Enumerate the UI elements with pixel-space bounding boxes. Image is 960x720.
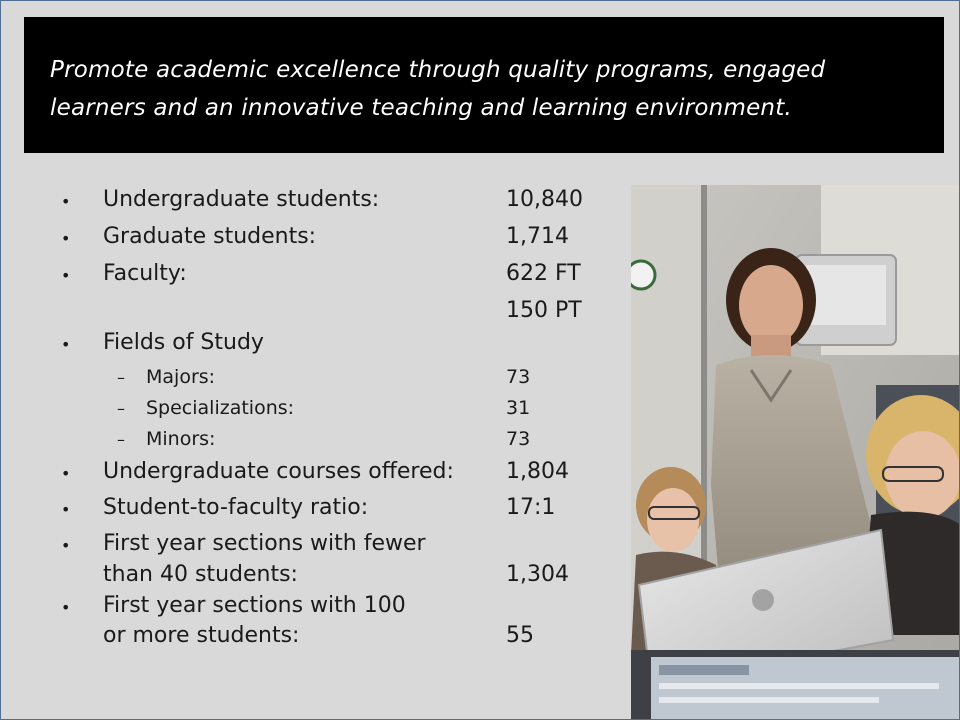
bullet-icon: •: [61, 536, 71, 555]
stat-label: Specializations:: [146, 397, 295, 419]
classroom-photo: [631, 185, 960, 720]
bullet-icon: •: [61, 598, 71, 617]
stat-label-line-2: than 40 students:: [103, 562, 298, 587]
bullet-icon: •: [61, 335, 71, 354]
stat-label: Minors:: [146, 428, 216, 450]
stat-label: Faculty:: [103, 261, 187, 286]
stat-value: 10,840: [506, 187, 583, 212]
bullet-icon: •: [61, 464, 71, 483]
stat-label: Graduate students:: [103, 224, 317, 249]
bullet-icon: •: [61, 192, 71, 211]
stat-value: 1,804: [506, 459, 569, 484]
stat-label: Majors:: [146, 366, 216, 388]
stat-value-ft: 622 FT: [506, 261, 581, 286]
dash-icon: –: [117, 368, 125, 387]
bullet-icon: •: [61, 500, 71, 519]
stat-label-line-1: First year sections with fewer: [103, 531, 426, 556]
stat-value: 73: [506, 428, 531, 450]
stat-label-line-1: First year sections with 100: [103, 593, 406, 618]
stat-value: 17:1: [506, 495, 556, 520]
stat-value: 1,714: [506, 224, 569, 249]
stat-value: 55: [506, 623, 534, 648]
bullet-icon: •: [61, 266, 71, 285]
stat-label-line-2: or more students:: [103, 623, 300, 648]
classroom-photo-illustration: [631, 185, 960, 720]
stat-value-pt: 150 PT: [506, 298, 582, 323]
stats-list: [1, 1, 621, 720]
stat-label: Fields of Study: [103, 330, 264, 355]
stat-value: 1,304: [506, 562, 569, 587]
stat-value: 31: [506, 397, 531, 419]
mission-line-2: learners and an innovative teaching and learning environment.: [50, 95, 792, 121]
stat-label: Student-to-faculty ratio:: [103, 495, 369, 520]
stat-value: 73: [506, 366, 531, 388]
dash-icon: –: [117, 399, 125, 418]
stat-label: Undergraduate students:: [103, 187, 380, 212]
dash-icon: –: [117, 430, 125, 449]
stat-label: Undergraduate courses offered:: [103, 459, 454, 484]
mission-line-1: Promote academic excellence through quality programs, engaged: [50, 57, 826, 83]
bullet-icon: •: [61, 229, 71, 248]
